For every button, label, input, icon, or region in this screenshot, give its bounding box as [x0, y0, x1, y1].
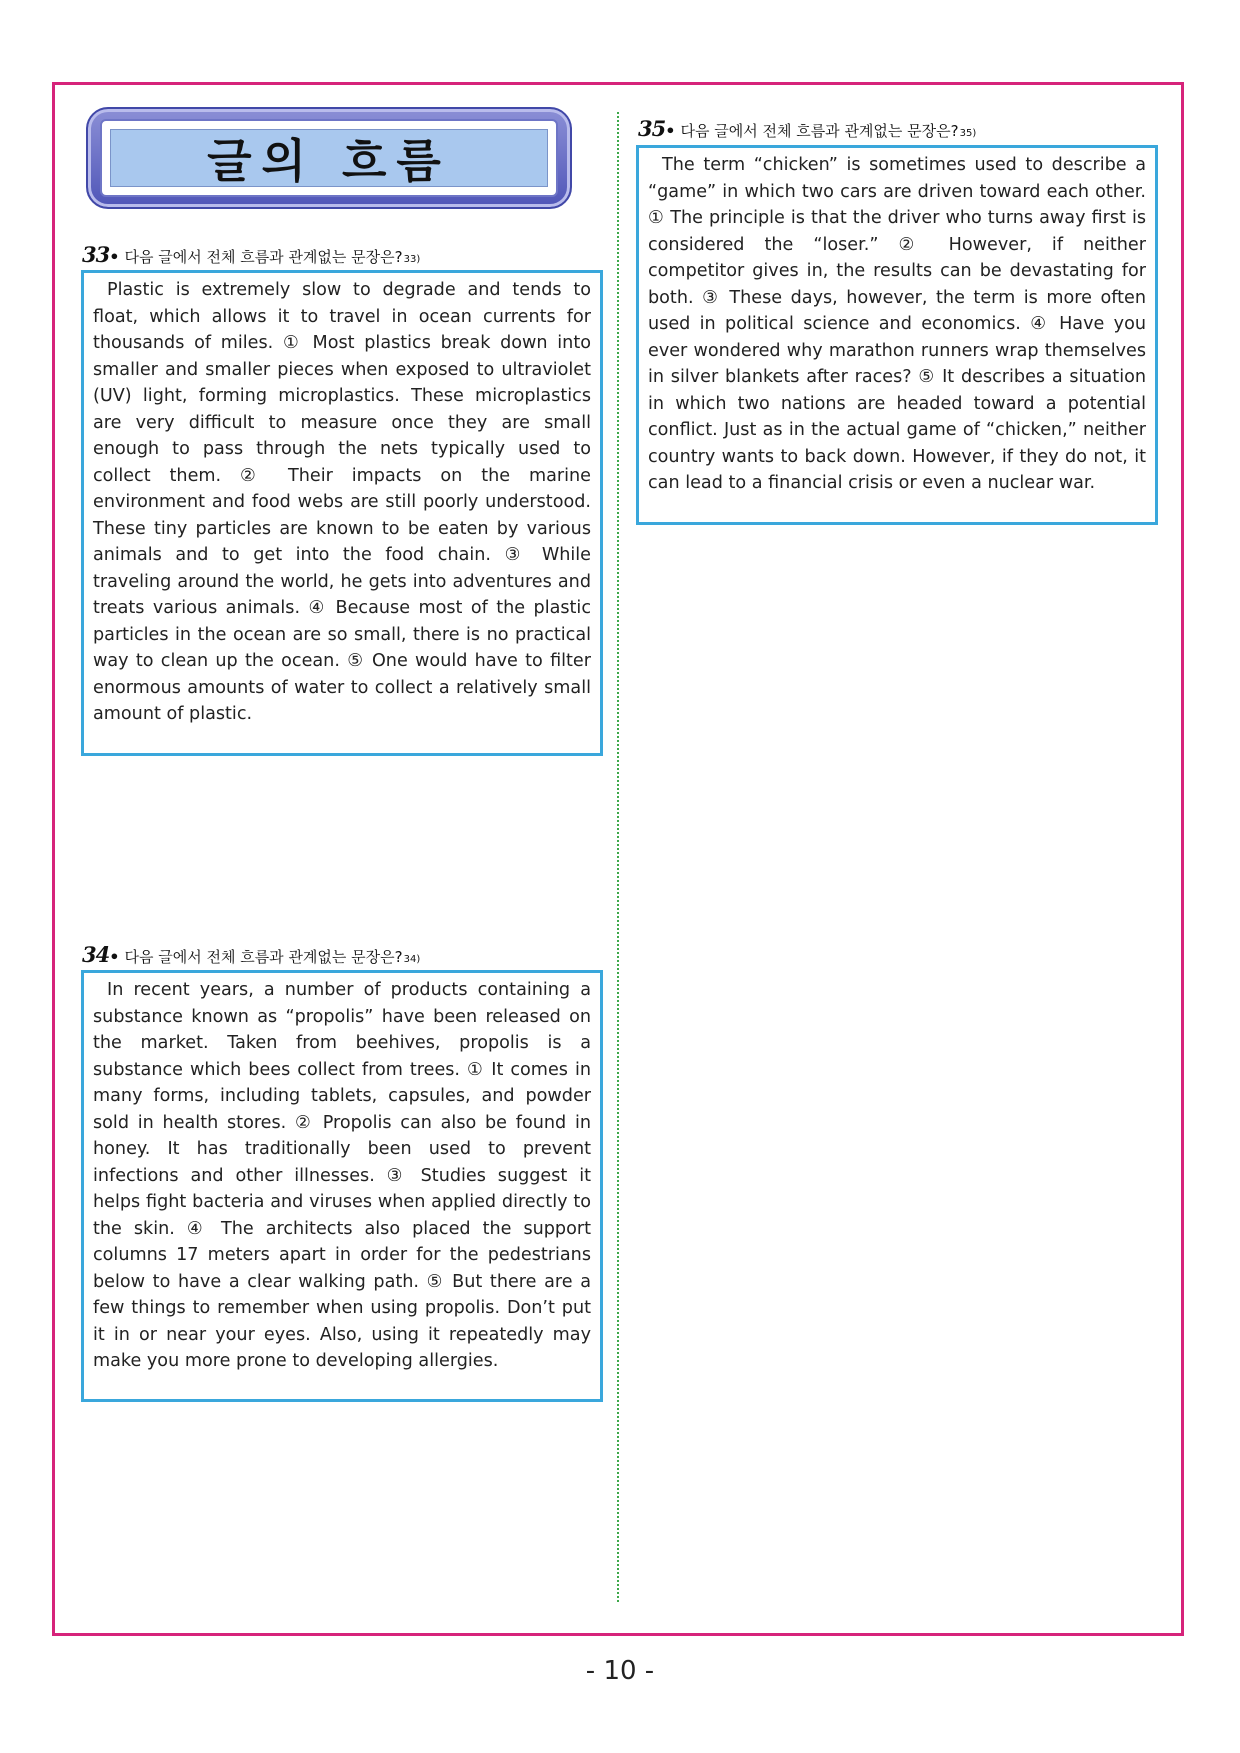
footnote-ref: 35) — [959, 128, 977, 139]
question-header — [638, 116, 976, 141]
section-title: 글의 흐름 — [207, 134, 451, 188]
passage-text: In recent years, a number of products containing a substance known as “propolis” have been released on the market. Taken from beehives, propolis is a substance which bees collect from trees. ① It comes in many forms, including tablets, capsules, and powder sold in health stores. ② Propolis can also be found in honey. It has traditionally been used to prevent infections and other illnesses. ③ Studies suggest it helps fight bacteria and viruses when applied directly to the skin. ④ The architects also placed the support columns 17 meters apart in order for the pedestrians below to have a clear walking path. ⑤ But there are a few things to remember when using propolis. Don’t put it in or near your eyes. Also, using it repeatedly may make you more prone to developing allergies. — [93, 980, 591, 1371]
banner-inner-frame — [100, 119, 558, 197]
footnote-ref: 33) — [403, 254, 421, 265]
question-prompt: 다음 글에서 전체 흐름과 관계없는 문장은? — [124, 248, 403, 266]
question-prompt: 다음 글에서 전체 흐름과 관계없는 문장은? — [124, 948, 403, 966]
question-number: 34• — [82, 942, 119, 967]
question-header — [82, 942, 420, 967]
banner-fill — [110, 129, 548, 187]
passage-box — [81, 270, 603, 756]
passage-box — [636, 145, 1158, 525]
page-number: - 10 - — [585, 1656, 655, 1686]
passage-box — [81, 970, 603, 1402]
passage-text: The term “chicken” is sometimes used to describe a “game” in which two cars are driven toward each other. ① The principle is that the driver who turns away first is considered the “loser.” ② However, if neither competitor gives in, the results can be devastating for both. ③ These days, however, the term is more often used in political science and economics. ④ Have you ever wondered why marathon runners wrap themselves in silver blankets after races? ⑤ It describes a situation in which two nations are headed toward a potential conflict. Just as in the actual game of “chicken,” neither country wants to back down. However, if they do not, it can lead to a financial crisis or even a nuclear war. — [648, 155, 1146, 493]
passage-text: Plastic is extremely slow to degrade and tends to float, which allows it to travel in ocean currents for thousands of miles. ① Most plastics break down into smaller and smaller pieces when exposed to ultraviolet (UV) light, forming microplastics. These microplastics are very difficult to measure once they are small enough to pass through the nets typically used to collect them. ② Their impacts on the marine environment and food webs are still poorly understood. These tiny particles are known to be eaten by various animals and to get into the food chain. ③ While traveling around the world, he gets into adventures and treats various animals. ④ Because most of the plastic particles in the ocean are so small, there is no practical way to clean up the ocean. ⑤ One would have to filter enormous amounts of water to collect a relatively small amount of plastic. — [93, 280, 591, 724]
section-title-banner — [86, 107, 572, 209]
question-header — [82, 242, 420, 267]
question-number: 33• — [82, 242, 119, 267]
footnote-ref: 34) — [403, 954, 421, 965]
question-prompt: 다음 글에서 전체 흐름과 관계없는 문장은? — [680, 122, 959, 140]
column-divider — [617, 112, 619, 1602]
question-number: 35• — [638, 116, 675, 141]
